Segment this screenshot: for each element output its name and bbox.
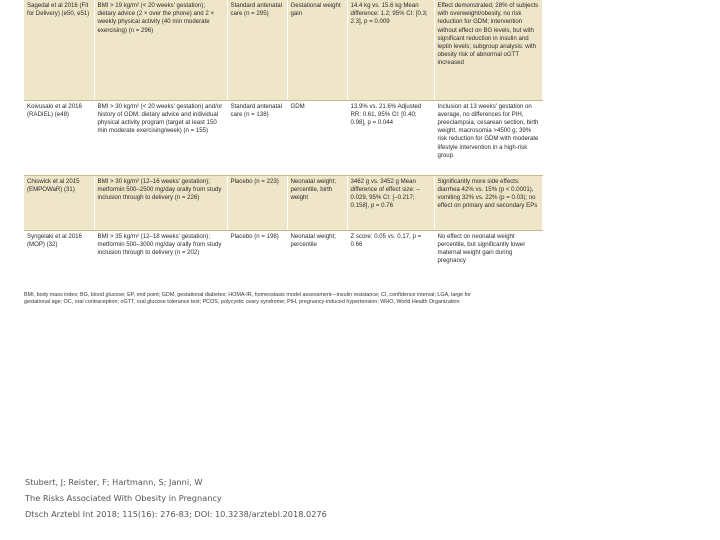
control-cell: Standard antenatal care (n = 295) — [227, 0, 287, 100]
study-cell: Sagedal et al 2016 (Fit for Delivery) (e50, e51) — [24, 0, 94, 100]
table-footnote: BMI, body mass index; BG, blood glucose; EP, end point; GDM, gestational diabetes; HOMA-IR, homeostasis model assessment—insulin resistance; CI, confidence interval; LGA, large for gestational age; OC, oral contraception; oGTT, oral glucose tolerance test; PCOS, polycystic ovary syndrome; PIH, pregnancy-induced hypertension; WHO, World Health Organization — [24, 292, 471, 305]
citation-block — [25, 474, 625, 522]
study-table-image — [24, 0, 539, 290]
table-row — [24, 230, 542, 285]
study-table — [24, 0, 543, 285]
study-cell: Chiswick et al 2015 (EMPOWaR) (31) — [24, 175, 94, 230]
citation-title: The Risks Associated With Obesity in Pregnancy — [25, 493, 222, 503]
comment-cell: Inclusion at 13 weeks' gestation on average, no differences for PIH, preeclampsia, cesarean section, birth weight, macrosomia >4500 g; 39% risk reduction for GDM with moderate lifestyle intervention in a high-risk group — [434, 100, 542, 175]
study-cell: Koivusalo et al 2016 (RADIEL) (e48) — [24, 100, 94, 175]
endpoint-cell: Neonatal weight; percentile, birth weight — [287, 175, 347, 230]
intervention-cell: BMI > 35 kg/m² (12–18 weeks' gestation); metformin 500–3000 mg/day orally from study inclusion through to delivery (n = 202) — [94, 230, 227, 285]
result-cell: 3462 g vs. 3452 g Mean difference of effect size: –0.029, 95% CI: [–0.217; 0.158], p = 0.76 — [347, 175, 434, 230]
result-cell: 14.4 kg vs. 15.6 kg Mean difference: 1.2; 95% CI: [0.3; 2.3], p = 0.009 — [347, 0, 434, 100]
control-cell: Placebo (n = 223) — [227, 175, 287, 230]
endpoint-cell: Neonatal weight; percentile — [287, 230, 347, 285]
endpoint-cell: GDM — [287, 100, 347, 175]
table-row — [24, 0, 542, 100]
table-row — [24, 100, 542, 175]
intervention-cell: BMI > 19 kg/m² (< 20 weeks' gestation); dietary advice (2 × over the phone) and 2 × weekly physical activity (40 min moderate exercising) (n = 296) — [94, 0, 227, 100]
comment-cell: Significantly more side effects: diarrhea 42% vs. 15% (p < 0.0001), vomiting 32% vs. 22% (p = 0.03); no effect on primary and secondary EPs — [434, 175, 542, 230]
intervention-cell: BMI > 30 kg/m² (< 20 weeks' gestation) and/or history of GDM; dietary advice and individual physical activity program (target at least 150 min moderate exercising/week) (n = 155) — [94, 100, 227, 175]
result-cell: Z score: 0.05 vs. 0.17, p = 0.66 — [347, 230, 434, 285]
control-cell: Standard antenatal care (n = 138) — [227, 100, 287, 175]
intervention-cell: BMI > 30 kg/m² (12–16 weeks' gestation); metformin 500–2500 mg/day orally from study inclusion through to delivery (n = 226) — [94, 175, 227, 230]
table-row — [24, 175, 542, 230]
result-cell: 13.9% vs. 21.6% Adjusted RR: 0.61, 95% CI: [0.40; 0.98], p = 0.044 — [347, 100, 434, 175]
comment-cell: Effect demonstrated; 28% of subjects with overweight/obesity, no risk reduction for GDM; intervention without effect on BG levels, but with significant reduction in insulin and leptin levels; subgroup analysis: with obesity risk of abnormal oGTT increased — [434, 0, 542, 100]
comment-cell: No effect on neonatal weight percentile, but significantly lower maternal weight gain during pregnancy — [434, 230, 542, 285]
citation-source: Dtsch Arztebl Int 2018; 115(16): 276-83; DOI: 10.3238/arztebl.2018.0276 — [25, 509, 327, 519]
endpoint-cell: Gestational weight gain — [287, 0, 347, 100]
study-cell: Syngelaki et al 2016 (MOP) (32) — [24, 230, 94, 285]
citation-authors: Stubert, J; Reister, F; Hartmann, S; Janni, W — [25, 477, 203, 487]
control-cell: Placebo (n = 198) — [227, 230, 287, 285]
